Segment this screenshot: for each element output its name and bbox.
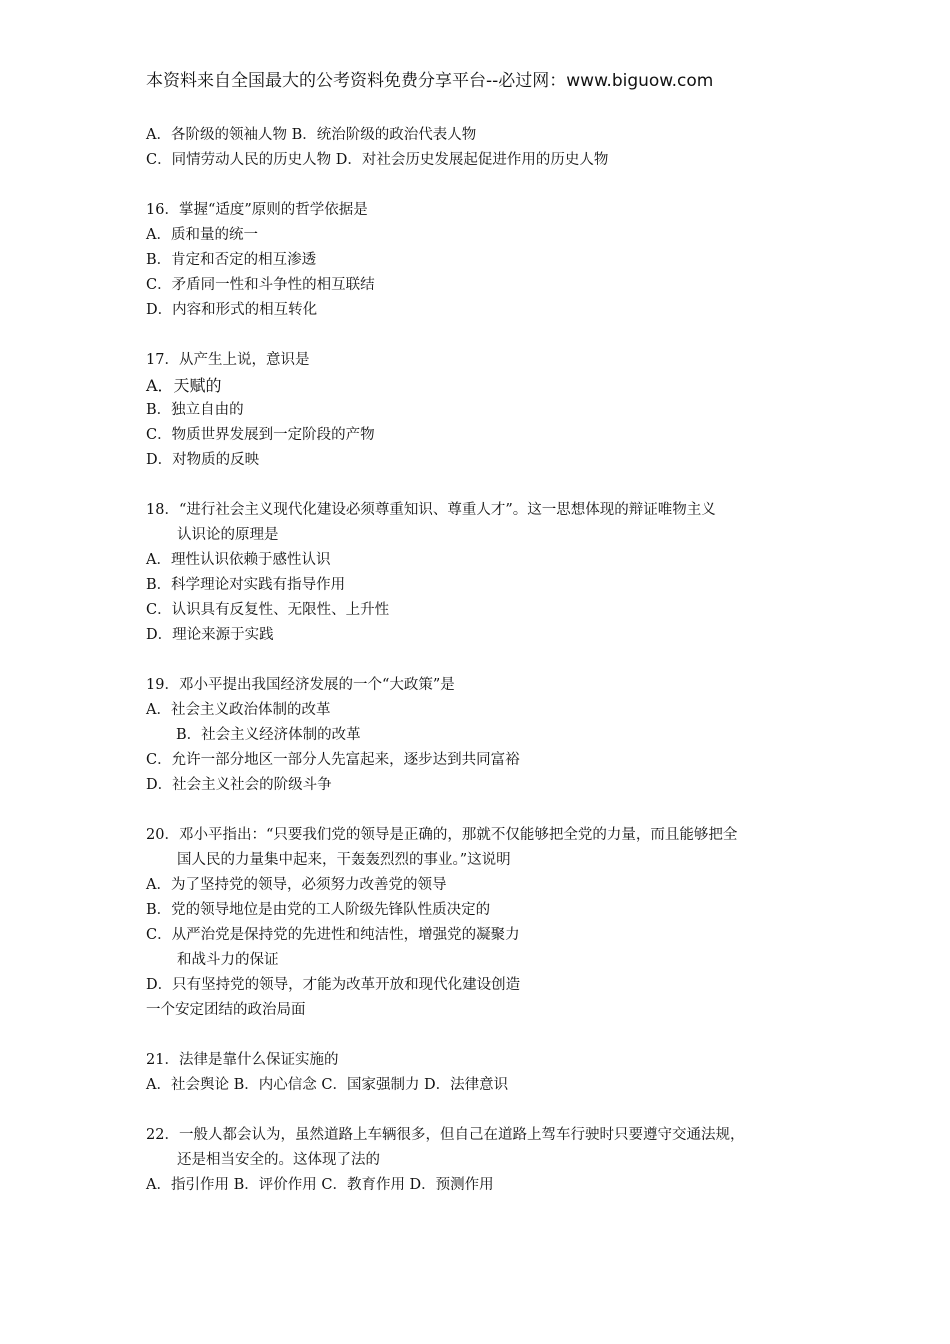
option-a: A．为了坚持党的领导，必须努力改善党的领导 [146, 877, 447, 893]
option-c: C．从严治党是保持党的先进性和纯洁性，增强党的凝聚力 [146, 927, 520, 943]
option-b: B．党的领导地位是由党的工人阶级先锋队性质决定的 [146, 902, 491, 918]
option-c-continuation: 和战斗力的保证 [177, 952, 279, 968]
option-line: C．同情劳动人民的历史人物 D．对社会历史发展起促进作用的历史人物 [146, 152, 609, 168]
option-c: C．物质世界发展到一定阶段的产物 [146, 427, 375, 443]
question-stem: 16．掌握“适度”原则的哲学依据是 [146, 202, 368, 218]
question-stem-continuation: 认识论的原理是 [177, 527, 279, 543]
question-22 [146, 1123, 816, 1198]
question-stem: 18．“进行社会主义现代化建设必须尊重知识、尊重人才”。这一思想体现的辩证唯物主义 [146, 502, 716, 518]
option-d: D．只有坚持党的领导，才能为改革开放和现代化建设创造 [146, 977, 521, 993]
question-16 [146, 198, 816, 323]
option-d: D．理论来源于实践 [146, 627, 274, 643]
option-b: B．社会主义经济体制的改革 [176, 727, 361, 743]
question-stem-continuation: 国人民的力量集中起来，干轰轰烈烈的事业。”这说明 [177, 852, 511, 868]
option-c: C．允许一部分地区一部分人先富起来，逐步达到共同富裕 [146, 752, 520, 768]
question-21 [146, 1048, 816, 1098]
page-header: 本资料来自全国最大的公考资料免费分享平台--必过网：www.biguow.com [146, 71, 714, 91]
options-line: A．指引作用 B．评价作用 C．教育作用 D．预测作用 [146, 1177, 494, 1193]
question-18 [146, 498, 816, 648]
option-line: A．各阶级的领袖人物 B．统治阶级的政治代表人物 [146, 127, 477, 143]
question-content [146, 123, 816, 1198]
option-c: C．认识具有反复性、无限性、上升性 [146, 602, 390, 618]
question-15-options [146, 123, 816, 173]
question-stem: 22．一般人都会认为，虽然道路上车辆很多，但自己在道路上驾车行驶时只要遵守交通法规， [146, 1127, 745, 1143]
question-stem: 20．邓小平指出：“只要我们党的领导是正确的，那就不仅能够把全党的力量，而且能够把全 [146, 827, 738, 843]
question-20 [146, 823, 816, 1023]
option-b: B．科学理论对实践有指导作用 [146, 577, 346, 593]
question-stem: 17．从产生上说，意识是 [146, 352, 310, 368]
option-a: A．天赋的 [146, 376, 222, 395]
option-c: C．矛盾同一性和斗争性的相互联结 [146, 277, 375, 293]
options-line: A．社会舆论 B．内心信念 C．国家强制力 D．法律意识 [146, 1077, 509, 1093]
option-d: D．内容和形式的相互转化 [146, 302, 318, 318]
question-stem-continuation: 还是相当安全的。这体现了法的 [177, 1152, 380, 1168]
option-b: B．肯定和否定的相互渗透 [146, 252, 317, 268]
option-a: A．质和量的统一 [146, 227, 258, 243]
option-d-continuation: 一个安定团结的政治局面 [146, 1002, 306, 1018]
option-d: D．社会主义社会的阶级斗争 [146, 777, 332, 793]
question-stem: 21．法律是靠什么保证实施的 [146, 1052, 339, 1068]
question-stem: 19．邓小平提出我国经济发展的一个“大政策”是 [146, 677, 455, 693]
option-a: A．理性认识依赖于感性认识 [146, 552, 331, 568]
option-d: D．对物质的反映 [146, 452, 260, 468]
option-a: A．社会主义政治体制的改革 [146, 702, 331, 718]
question-17 [146, 348, 816, 473]
question-19 [146, 673, 816, 798]
option-b: B．独立自由的 [146, 402, 244, 418]
